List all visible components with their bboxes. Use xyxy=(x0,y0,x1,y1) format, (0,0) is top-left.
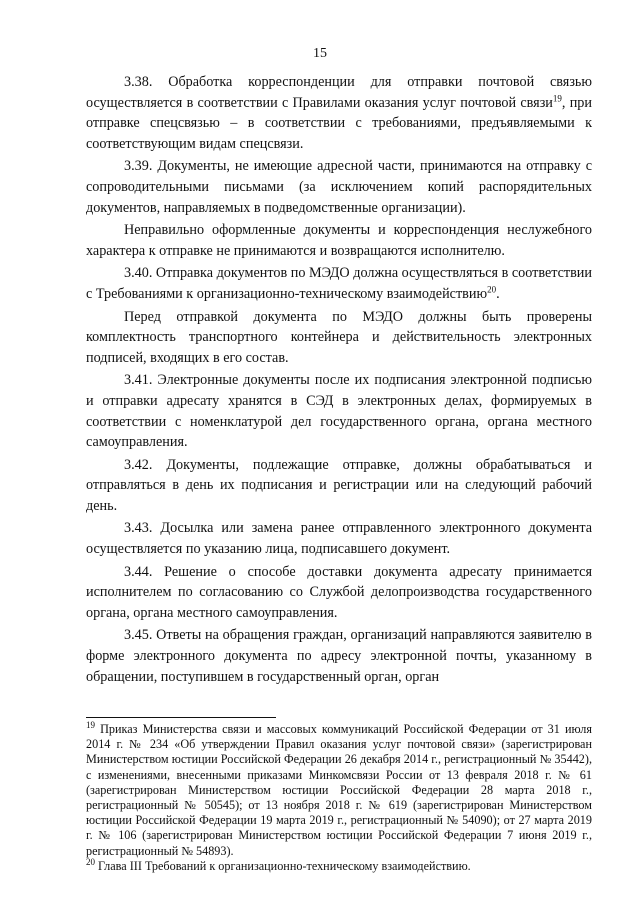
paragraph-3-39: 3.39. Документы, не имеющие адресной части, принимаются на отправку с сопроводительными письмами (за исключением копий распорядительных документов, направляемых в подведомственные организации). xyxy=(86,158,592,216)
paragraph-3-40: 3.40. Отправка документов по МЭДО должна осуществляться в соответствии с Требованиями к организационно-техническому взаимодействию$^{20}$. xyxy=(86,265,592,302)
footnotes xyxy=(86,719,592,874)
paragraph-3-39-cont: Неправильно оформленные документы и корреспонденция неслужебного характера к отправке не принимаются и возвращаются исполнителю. xyxy=(86,222,592,259)
footnote-ref-20[interactable]: 20 xyxy=(487,284,497,295)
paragraph-3-40-cont: Перед отправкой документа по МЭДО должны быть проверены комплектность транспортного контейнера и действительность электронных подписей, входящих в его состав. xyxy=(86,308,592,366)
paragraph-3-42: 3.42. Документы, подлежащие отправке, должны обрабатываться и отправляться в день их подписания и регистрации или на следующий рабочий день. xyxy=(86,456,592,514)
footnote-divider xyxy=(86,717,276,718)
footnote-20: $^{20}$ Глава III Требований к организационно-техническому взаимодействию. xyxy=(86,856,471,873)
footnote-19: $^{19}$ Приказ Министерства связи и массовых коммуникаций Российской Федерации от 31 июля 2014 г. № 234 «Об утверждении Правил оказания услуг почтовой связи» (зарегистрирован Министерством юстиции Российской Федерации 26 декабря 2014 г., регистрационный № 35442), с изменениями, внесенными приказами Минкомсвязи России от 13 февраля 2018 г. № 61 (зарегистрирован Министерством юстиции Российской Федерации 28 марта 2018 г., регистрационный № 50545); от 13 ноября 2018 г. № 619 (зарегистрирован Министерством юстиции Российской Федерации 19 марта 2019 г., регистрационный № 54090); от 27 марта 2019 г. № 106 (зарегистрирован Министерством юстиции Российской Федерации 7 июня 2019 г., регистрационный № 54893). xyxy=(86,719,592,858)
footnote-ref-19[interactable]: 19 xyxy=(552,92,562,103)
paragraph-3-41: 3.41. Электронные документы после их подписания электронной подписью и отправки адресату хранятся в СЭД в электронных делах, формируемых в соответствии с номенклатурой дел государственного органа, органа местного самоуправления. xyxy=(86,372,592,451)
paragraph-3-44: 3.44. Решение о способе доставки документа адресату принимается исполнителем по согласованию со Службой делопроизводства государственного органа, органа местного самоуправления. xyxy=(86,563,592,621)
paragraph-3-43: 3.43. Досылка или замена ранее отправленного электронного документа осуществляется по указанию лица, подписавшего документ. xyxy=(86,520,592,558)
paragraph-3-45: 3.45. Ответы на обращения граждан, организаций направляются заявителю в форме электронного документа по адресу электронной почты, указанному в обращении, поступившем в государственный орган, орган xyxy=(86,627,592,685)
page-number: 15 xyxy=(313,46,327,61)
body-text xyxy=(86,72,592,689)
paragraph-3-38: 3.38. Обработка корреспонденции для отправки почтовой связью осуществляется в соответствии с Правилами оказания услуг почтовой связи$^{19}$, при отправке спецсвязью – в соответствии с требованиями, предъявляемыми к соответствующим видам спецсвязи. xyxy=(86,74,592,152)
